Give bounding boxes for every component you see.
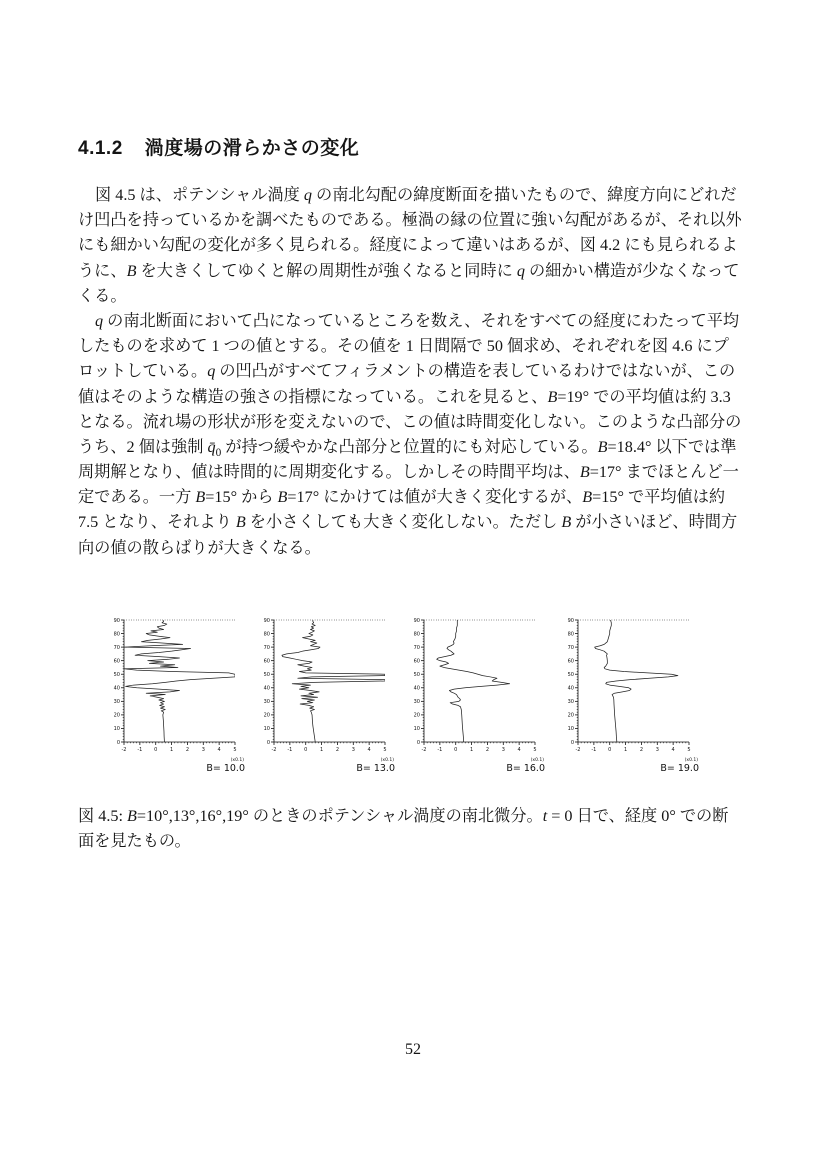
svg-text:3: 3 <box>501 747 505 753</box>
svg-text:2: 2 <box>185 747 190 753</box>
svg-text:70: 70 <box>413 644 420 651</box>
svg-text:50: 50 <box>113 672 120 679</box>
svg-text:80: 80 <box>113 631 120 638</box>
svg-text:2: 2 <box>639 747 644 753</box>
svg-text:5: 5 <box>687 747 691 753</box>
axis-scale-note: (x0.1) <box>530 758 544 763</box>
svg-text:80: 80 <box>263 631 270 638</box>
body-line: くる。 <box>78 286 127 305</box>
svg-text:60: 60 <box>567 658 574 665</box>
svg-text:3: 3 <box>201 747 205 753</box>
svg-text:0: 0 <box>116 739 120 746</box>
svg-text:60: 60 <box>113 658 120 665</box>
body-line: うち、2 個は強制 $q̄_0$ が持つ緩やかな凸部分と位置的にも対応している。B=18.4° 以下では準 <box>78 437 737 460</box>
body-text <box>78 183 754 561</box>
svg-text:50: 50 <box>567 672 574 679</box>
svg-text:90: 90 <box>567 617 574 624</box>
axis-scale-note: (x0.1) <box>684 758 698 763</box>
body-line: 値はそのような構造の強さの指標になっている。これを見ると、B=19° での平均値は約 3.3 <box>78 387 731 406</box>
caption-line: 図 4.5: B=10°,13°,16°,19° のときのポテンシャル渦度の南北微分。t = 0 日で、経度 0° での断 <box>78 807 729 825</box>
body-line: となる。流れ場の形状が形を変えないので、この値は時間変化しない。このような凸部分の <box>78 412 742 431</box>
svg-text:10: 10 <box>263 726 270 733</box>
svg-text:2: 2 <box>335 747 340 753</box>
figure-caption <box>78 804 754 854</box>
svg-text:3: 3 <box>351 747 355 753</box>
body-line: うに、B を大きくしてゆくと解の周期性が強くなると同時に q の細かい構造が少なくなって <box>78 261 740 280</box>
svg-text:10: 10 <box>413 726 420 733</box>
svg-text:20: 20 <box>413 712 420 719</box>
chart-label: B= 19.0 <box>660 763 699 774</box>
svg-text:4: 4 <box>671 747 675 753</box>
body-line: け凹凸を持っているかを調べたものである。極渦の縁の位置に強い勾配があるが、それ以外 <box>78 211 742 230</box>
body-line: 7.5 となり、それより B を小さくしても大きく変化しない。ただし B が小さいほど、時間方 <box>78 513 738 532</box>
section-title: 渦度場の滑らかさの変化 <box>144 138 360 159</box>
svg-text:20: 20 <box>263 712 270 719</box>
svg-text:0: 0 <box>304 747 308 753</box>
svg-text:70: 70 <box>567 644 574 651</box>
body-line: 定である。一方 B=15° から B=17° にかけては値が大きく変化するが、B=15° で平均値は約 <box>78 488 726 507</box>
body-line: したものを求めて 1 つの値とする。その値を 1 日間隔で 50 個求め、それぞれを図 4.6 にプ <box>78 337 729 356</box>
svg-text:50: 50 <box>413 672 420 679</box>
svg-text:-1: -1 <box>137 747 143 753</box>
svg-text:40: 40 <box>413 685 420 692</box>
svg-text:1: 1 <box>319 747 324 753</box>
svg-text:1: 1 <box>169 747 174 753</box>
chart-b13 <box>254 614 406 778</box>
svg-text:2: 2 <box>485 747 490 753</box>
svg-text:20: 20 <box>567 712 574 719</box>
body-line: q の南北断面において凸になっているところを数え、それをすべての経度にわたって平均 <box>95 311 740 330</box>
body-line: 周期解となり、値は時間的に周期変化する。しかしその時間平均は、B=17° までほとんど一 <box>78 463 739 482</box>
body-line: 向の値の散らばりが大きくなる。 <box>78 538 321 557</box>
svg-text:30: 30 <box>263 699 270 706</box>
svg-text:30: 30 <box>567 699 574 706</box>
svg-text:4: 4 <box>517 747 521 753</box>
svg-text:10: 10 <box>113 726 120 733</box>
svg-text:80: 80 <box>567 631 574 638</box>
svg-text:-2: -2 <box>421 747 427 753</box>
caption-line: 面を見たもの。 <box>78 832 191 851</box>
svg-text:90: 90 <box>263 617 270 624</box>
svg-text:5: 5 <box>233 747 237 753</box>
svg-text:40: 40 <box>263 685 270 692</box>
svg-text:50: 50 <box>263 672 270 679</box>
svg-text:30: 30 <box>413 699 420 706</box>
svg-text:-2: -2 <box>575 747 581 753</box>
section-heading <box>78 133 359 160</box>
svg-text:0: 0 <box>416 739 420 746</box>
svg-text:30: 30 <box>113 699 120 706</box>
svg-text:40: 40 <box>567 685 574 692</box>
svg-text:1: 1 <box>469 747 474 753</box>
svg-text:0: 0 <box>454 747 458 753</box>
chart-b19 <box>558 614 710 778</box>
svg-text:5: 5 <box>383 747 387 753</box>
svg-text:3: 3 <box>655 747 659 753</box>
svg-text:70: 70 <box>113 644 120 651</box>
svg-text:90: 90 <box>113 617 120 624</box>
svg-text:-1: -1 <box>287 747 293 753</box>
svg-text:4: 4 <box>217 747 221 753</box>
svg-text:60: 60 <box>263 658 270 665</box>
body-line: 図 4.5 は、ポテンシャル渦度 q の南北勾配の緯度断面を描いたもので、緯度方向にどれだ <box>95 186 737 204</box>
svg-text:70: 70 <box>263 644 270 651</box>
page-number: 52 <box>405 1041 421 1058</box>
svg-text:-2: -2 <box>271 747 277 753</box>
svg-text:20: 20 <box>113 712 120 719</box>
svg-text:80: 80 <box>413 631 420 638</box>
body-line: にも細かい勾配の変化が多く見られる。経度によって違いはあるが、図 4.2 にも見られるよ <box>78 236 738 255</box>
svg-text:90: 90 <box>413 617 420 624</box>
svg-text:5: 5 <box>533 747 537 753</box>
chart-label: B= 10.0 <box>206 763 245 774</box>
chart-label: B= 16.0 <box>506 763 545 774</box>
chart-b10 <box>104 614 256 778</box>
chart-label: B= 13.0 <box>356 763 395 774</box>
svg-text:0: 0 <box>266 739 270 746</box>
svg-text:-1: -1 <box>437 747 443 753</box>
chart-b16 <box>404 614 556 778</box>
section-number: 4.1.2 <box>78 138 123 159</box>
axis-scale-note: (x0.1) <box>380 758 394 763</box>
svg-text:60: 60 <box>413 658 420 665</box>
svg-text:10: 10 <box>567 726 574 733</box>
svg-text:0: 0 <box>570 739 574 746</box>
svg-text:-2: -2 <box>121 747 127 753</box>
svg-text:4: 4 <box>367 747 371 753</box>
axis-scale-note: (x0.1) <box>230 758 244 763</box>
svg-text:0: 0 <box>608 747 612 753</box>
svg-text:1: 1 <box>623 747 628 753</box>
svg-text:0: 0 <box>154 747 158 753</box>
svg-text:-1: -1 <box>591 747 597 753</box>
svg-text:40: 40 <box>113 685 120 692</box>
body-line: ロットしている。q の凹凸がすべてフィラメントの構造を表しているわけではないが、この <box>78 362 736 381</box>
